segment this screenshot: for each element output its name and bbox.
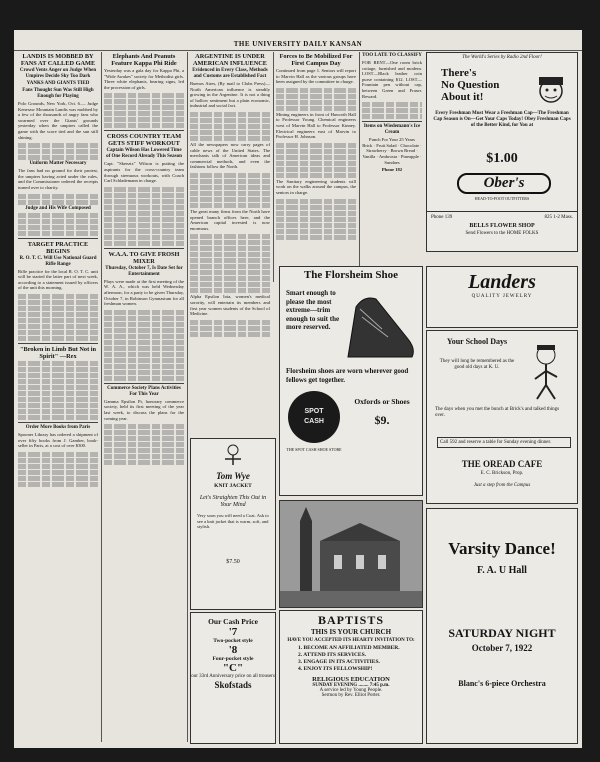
article-cross-country-body: Capt. "Skeezix" Wilson is putting the aspirants for the cross-country team through strenuous workouts, with Coach Carl Schlademann in charge. xyxy=(104,161,184,184)
knit-label: KNIT JACKET xyxy=(214,483,252,489)
headline-cross-country: CROSS COUNTRY TEAM GETS STIFF WORKOUT xyxy=(106,133,182,148)
four-pocket-label: Four-pocket style xyxy=(212,656,254,662)
article-books-body: Spooner Library has ordered a shipment of over fifty books from J. Gamber, book-seller in Paris, at a cost of over $300. xyxy=(18,431,98,449)
skofstads-logo: Skofstads xyxy=(214,680,252,690)
baptist-item: 1. BECOME AN AFFILIATED MEMBER. xyxy=(298,645,400,651)
column-3 xyxy=(190,52,270,452)
article-landis-body-2: The fans had no ground for their protest, the umpires having acted under the rules, and the Commissioner ordered the receipts turned over to charity. xyxy=(18,168,98,190)
bells-name: BELLS FLOWER SHOP xyxy=(469,223,535,229)
dance-title: Varsity Dance! xyxy=(448,539,556,558)
school-days-body-2: The days when you met the bunch at Brick's and talked things over. xyxy=(435,407,560,418)
oxfords-price: $9. xyxy=(374,413,390,427)
subhead-crowd: Crowd Vents Anger on Judge When Umpires Decide Sky Too Dark xyxy=(19,68,97,79)
article-commerce-body: Gamma Epsilon Pi, honorary commerce society, held its first meeting of the year last week, to discuss the plans for the coming year. xyxy=(104,398,184,421)
headline-forces: Forces to Be Mobilized For First Campus Day xyxy=(279,53,353,67)
baptist-intro: HAVE YOU ACCEPTED ITS HEARTY INVITATION TO: xyxy=(287,638,415,643)
icecream-ad-title: Items on Wiedemann's Ice Cream xyxy=(363,124,421,136)
article-forces-body: Continued from page 1. Seniors will report to Marvin Hall as the various groups have been assigned by the committee in charge. xyxy=(276,68,356,85)
deck-argentine: Evidenced in Every Class, Methods and Customs are Established Fact xyxy=(192,68,268,79)
sermon-note: Sermon by Rev. Elliot Porter. xyxy=(321,693,381,698)
two-pocket-label: Two-pocket style xyxy=(213,638,253,644)
svg-text:CASH: CASH xyxy=(304,418,324,425)
anniversary-note: our 33rd Anniversary price on all trousers xyxy=(191,674,275,679)
cash-price-2: '8 xyxy=(228,644,238,656)
article-rotc-body: Rifle practice for the local R. O. T. C. unit will be started the latter part of next week, according to a statement issued by officers of the unit this morning. xyxy=(18,268,98,291)
oread-ad xyxy=(426,330,578,504)
florsheim-shoe-icon xyxy=(342,289,420,363)
article-argentine-body-3: The great many firms from the North have opened branch offices here, and the American capital invested is now enormous. xyxy=(190,208,270,231)
school-days-body: They will long be remembered as the good old days at K. U. xyxy=(439,359,515,370)
svg-text:SPOT: SPOT xyxy=(304,408,324,415)
bells-address: 825 1-2 Mass. xyxy=(544,215,573,220)
florsheim-note: Florsheim shoes are worn wherever good fellows get together. xyxy=(286,367,409,384)
classified-header: TOO LATE TO CLASSIFY xyxy=(362,53,422,58)
obers-ad-body: Every Freshman Must Wear a Freshman Cap—The Freshman Cap Season is On—Get Your Caps Today! Obey Freshman Caps of the Better Kind, for You at xyxy=(433,111,571,128)
headline-landis: LANDIS IS MOBBED BY FANS AT CALLED GAME xyxy=(20,53,96,67)
landers-logo: Landers xyxy=(468,271,536,293)
church-photo xyxy=(279,500,423,608)
article-forces-body-2: Mining engineers in front of Haworth Hall to Professor Young. Chemical engineers west of Marvin Hall to Professor Kinney. Electrical engineers east of Marvin to Professor H. Johnson. xyxy=(276,111,356,140)
column-1 xyxy=(18,52,98,742)
florsheim-ad xyxy=(279,266,423,496)
landers-ad xyxy=(426,266,578,328)
icecream-ad-list: Brick · Fruit Salad · Chocolate · Strawberry · Brown Bread · Vanilla · Ambrosia · Pineapple · Sundaes xyxy=(362,142,422,165)
no-question-2: No Question xyxy=(441,79,500,91)
sunday-evening: SUNDAY EVENING ........ 7:45 p.m. xyxy=(312,683,390,688)
skofstads-ad xyxy=(190,612,276,744)
oread-note: Call 592 and reserve a table for Sunday evening dinner. xyxy=(437,437,571,448)
newspaper-page xyxy=(14,30,582,748)
baptist-item: 4. ENJOY ITS FELLOWSHIP! xyxy=(298,666,373,672)
baptist-item: 3. ENGAGE IN ITS ACTIVITIES. xyxy=(298,659,380,665)
deck-cross-country: Captain Wilson Has Lowered Time of One Record Already This Season xyxy=(106,148,182,160)
bells-line: Send Flowers to the HOME FOLKS xyxy=(465,231,539,236)
baptist-title: BAPTISTS xyxy=(317,613,385,627)
landers-sub: QUALITY JEWELRY xyxy=(471,294,533,299)
headline-books: Order More Books from Paris xyxy=(25,424,91,430)
article-argentine-body-2: All the newspapers now carry pages of cable news of the United States. The merchants talk of American ideas and commercial methods, and even the fashions follow the North. xyxy=(190,141,270,170)
subhead-yanks: YANKS AND GIANTS TIED xyxy=(26,81,90,86)
headline-waa: W.A.A. TO GIVE FROSH MIXER xyxy=(108,250,180,265)
column-4 xyxy=(276,52,356,282)
deck-waa: Thursday, October 7, Is Date Set for Entertainment xyxy=(105,265,183,277)
skofstads-brand: "C" xyxy=(222,662,244,674)
baptist-item: 2. ATTEND ITS SERVICES. xyxy=(298,652,367,658)
service-note: A service led by Young People. xyxy=(319,688,383,693)
obers-ad xyxy=(426,52,578,252)
masthead-bar xyxy=(14,40,582,51)
article-forces-body-3: The Sanitary engineering students will work on the walks around the campus, the seniors in charge. xyxy=(276,178,356,195)
classified-body: FOR RENT—One room brick cottage, furnished and modern. LOST—Black leather coin purse containing $12. LOST—Fountain pen without cap, between Green and Fraser. Reward. xyxy=(362,60,422,99)
florsheim-body: Smart enough to please the most extreme—trim enough to suit the more reserved. xyxy=(286,289,340,331)
article-waa-body: Plays were made at the first meeting of the W. A. A., which was held Wednesday afternoon, for a party to be given Thursday, October 7, in Robinson Gymnasium for all freshman women. xyxy=(104,278,184,307)
baptist-list xyxy=(298,645,422,673)
deck-fans: Fans Thought Sun Was Still High Enough for Playing xyxy=(22,88,94,99)
no-question-1: There's xyxy=(441,67,477,79)
school-days-title: Your School Days xyxy=(446,337,508,346)
headline-argentine: ARGENTINE IS UNDER AMERICAN INFLUENCE xyxy=(193,53,267,67)
article-sorority-body: Alpha Epsilon Iota, women's medical sorority, will entertain its members and first year women students of the School of Medicine. xyxy=(190,294,270,317)
world-series-tag: The World's Series by Radio 2nd Floor! xyxy=(462,55,542,60)
spot-cash-label: THE SPOT CASH SHOE STORE xyxy=(286,447,342,452)
subhead-rotc: R. O. T. C. Will Use National Guard Rifle Range xyxy=(19,255,97,267)
column-5 xyxy=(362,52,422,282)
church-building-icon xyxy=(280,501,422,607)
dance-place: F. A. U Hall xyxy=(477,565,527,576)
dance-band: Blanc's 6-piece Orchestra xyxy=(458,679,546,688)
headline-commerce: Commerce Society Plans Activities For This Year xyxy=(107,385,181,397)
knit-brand: Tom Wye xyxy=(216,471,250,481)
no-question-block xyxy=(441,67,499,103)
article-landis-body: Polo Grounds, New York, Oct. 6.— Judge Kenesaw Mountain Landis was mobbed by a few of the thousands of angry fans who swarmed over the Giants' grounds yesterday when the umpires called the game with the score tied and the sun still shining. xyxy=(18,101,98,140)
oread-sub: E. C. Brickson, Prop. xyxy=(480,471,524,476)
baptist-ad xyxy=(279,610,423,744)
icecream-ad-phone: Phone 182 xyxy=(381,167,403,173)
florsheim-title: The Florsheim Shoe xyxy=(303,269,399,281)
varsity-dance-ad xyxy=(426,508,578,744)
article-elephants-body: Yesterday was a gala day for Kappa Phi, a "Wide Awakes" society for Methodist girls. Three white elephants, bearing signs, led the procession of girls. xyxy=(104,68,184,90)
oxfords-text: Oxfords or Shoes xyxy=(354,397,410,406)
obers-logo: Ober's xyxy=(457,173,551,194)
obers-price: $1.00 xyxy=(486,151,518,166)
freshman-cap-figure-icon xyxy=(531,69,571,109)
cash-price-1: '7 xyxy=(228,626,238,638)
subhead-judge: Judge and His Wife Composed xyxy=(25,205,91,211)
no-question-3: About it! xyxy=(441,91,484,103)
knit-price: $7.50 xyxy=(226,559,240,565)
knit-heading: Let's Straighten This Out in Your Mind xyxy=(199,495,267,508)
headline-target: TARGET PRACTICE BEGINS xyxy=(27,240,89,255)
article-argentine-body: Buenos Aires, (By mail to Clubs Press)—North American influence is steadily growing in the Argentine. It is not a thing of hollow sentiment but a plain economic, industrial and social fact. xyxy=(190,81,270,109)
obers-logo-sub: HEAD-TO-FOOT OUTFITTERS xyxy=(474,196,530,201)
spot-cash-seal-icon xyxy=(286,389,342,445)
column-2 xyxy=(104,52,184,742)
knit-body: Very soon you will need a Coat. Ask to see a knit jacket that is warm, soft, and stylish. xyxy=(197,513,269,530)
masthead: THE UNIVERSITY DAILY KANSAN xyxy=(233,40,363,48)
oread-tag: Just a step from the Campus xyxy=(473,483,531,488)
dance-date: October 7, 1922 xyxy=(471,643,533,653)
obers-phone: Phone 139 xyxy=(431,215,453,220)
student-figure-icon xyxy=(523,341,569,401)
cash-price-label: Our Cash Price xyxy=(208,617,258,626)
subhead-uniform: Uniform Matter Necessary xyxy=(29,161,87,167)
religious-education: RELIGIOUS EDUCATION xyxy=(312,676,390,683)
baptist-sub: THIS IS YOUR CHURCH xyxy=(310,628,392,636)
dance-day: SATURDAY NIGHT xyxy=(448,626,556,640)
knitting-figure-icon xyxy=(215,443,251,469)
headline-elephants: Elephants And Peanuts Feature Kappa Phi Ride xyxy=(111,53,177,67)
oread-name: THE OREAD CAFE xyxy=(461,459,543,469)
headline-broken: "Broken in Limb But Not in Spirit" —Rex xyxy=(20,345,96,360)
knit-jacket-ad xyxy=(190,438,276,610)
icecream-ad-sub: Punch For Your 25 Years xyxy=(369,137,415,143)
